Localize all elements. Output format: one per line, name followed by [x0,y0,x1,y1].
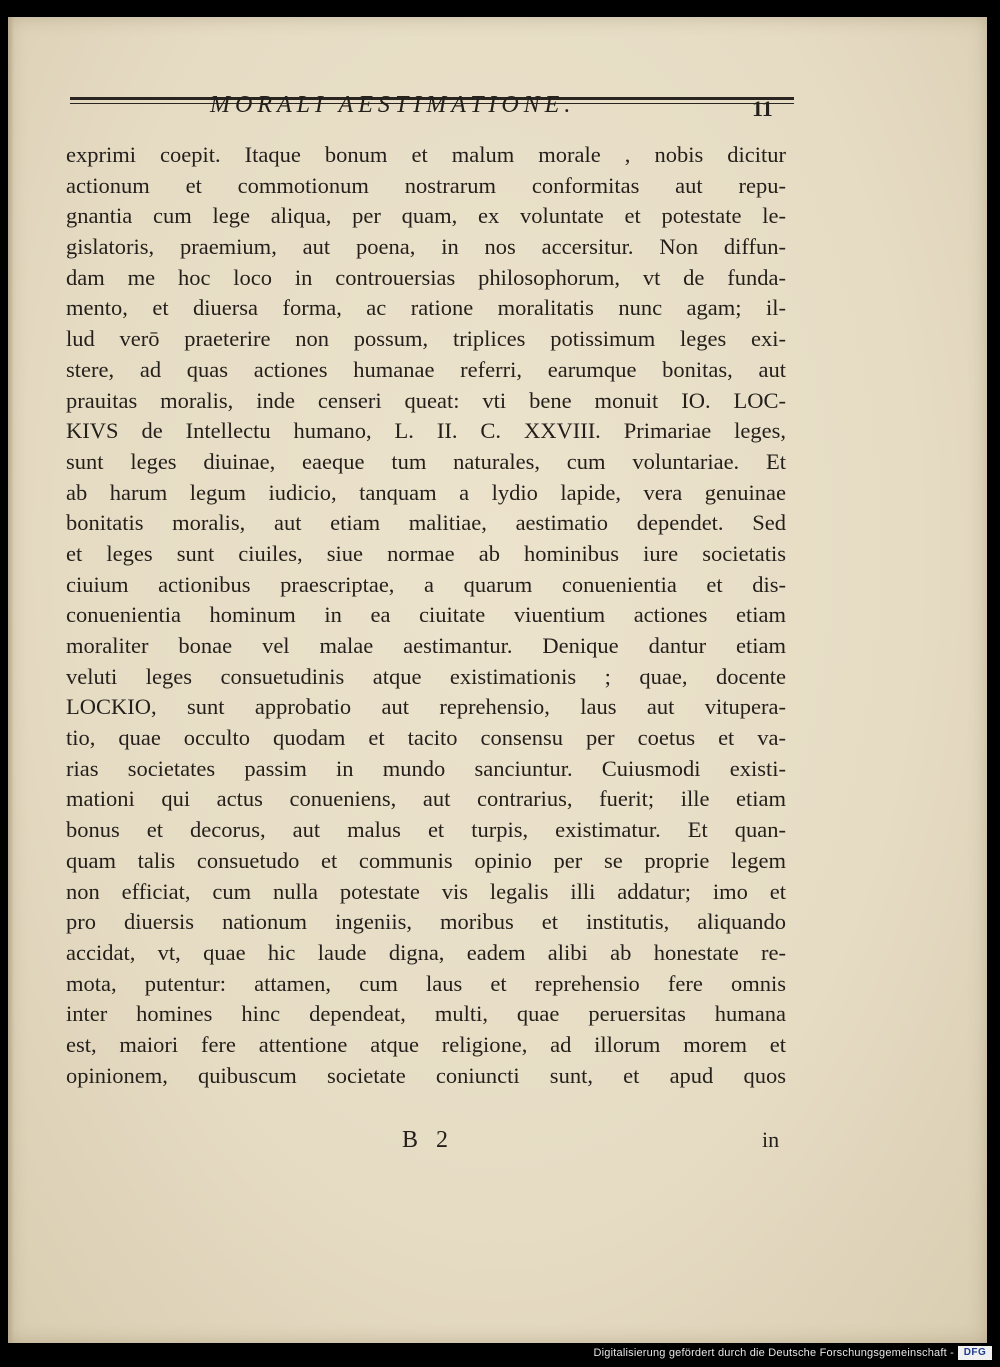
text-line: stere, ad quas actiones humanae referri, earumque bonitas, aut [66,356,786,382]
running-head: MORALI AESTIMATIONE. [210,92,576,118]
text-line: rias societates passim in mundo sanciuntur. Cuiusmodi existi- [66,755,786,781]
text-line: est, maiori fere attentione atque religione, ad illorum morem et [66,1031,786,1057]
text-line: quam talis consuetudo et communis opinio per se proprie legem [66,847,786,873]
digitization-credit: Digitalisierung gefördert durch die Deutsche Forschungsgemeinschaft - [593,1347,954,1359]
text-line: mationi qui actus conueniens, aut contrarius, fuerit; ille etiam [66,786,786,812]
text-line: dam me hoc loco in controuersias philosophorum, vt de funda- [66,264,786,290]
text-line: mota, putentur: attamen, cum laus et reprehensio fere omnis [66,970,786,996]
text-line: conuenientia hominum in ea ciuitate viuentium actiones etiam [66,602,786,628]
text-line: pro diuersis nationum ingeniis, moribus et institutis, aliquando [66,909,786,935]
text-line: moraliter bonae vel malae aestimantur. Denique dantur etiam [66,633,786,658]
text-line: KIVS de Intellectu humano, L. II. C. XXVIII. Primariae leges, [66,418,786,444]
text-line: opinionem, quibuscum societate coniuncti sunt, et apud quos [66,1062,786,1088]
text-line: mento, et diuersa forma, ac ratione moralitatis nunc agam; il- [66,295,786,321]
text-line: prauitas moralis, inde censeri queat: vti bene monuit IO. LOC- [66,387,786,413]
text-line: sunt leges diuinae, eaeque tum naturales, cum voluntariae. Et [66,448,786,474]
signature-mark: B 2 [402,1127,455,1153]
text-line: bonus et decorus, aut malus et turpis, existimatur. Et quan- [66,817,786,843]
text-line: ciuium actionibus praescriptae, a quarum conuenientia et dis- [66,571,786,597]
text-line: exprimi coepit. Itaque bonum et malum morale , nobis dicitur [66,142,786,167]
text-line: actionum et commotionum nostrarum conformitas aut repu- [66,172,786,198]
text-line: tio, quae occulto quodam et tacito consensu per coetus et va- [66,725,786,751]
text-line: LOCKIO, sunt approbatio aut reprehensio, laus aut vitupera- [66,694,786,720]
text-line: non efficiat, cum nulla potestate vis legalis illi addatur; imo et [66,878,786,904]
page-number: 11 [752,96,773,121]
catchword: in [762,1127,780,1152]
text-line: bonitatis moralis, aut etiam malitiae, aestimatio dependet. Sed [66,510,786,536]
text-line: inter homines hinc dependeat, multi, quae peruersitas humana [66,1001,786,1027]
body-text [66,140,786,1091]
text-line: et leges sunt ciuiles, siue normae ab hominibus iure societatis [66,540,786,566]
text-line: veluti leges consuetudinis atque existimationis ; quae, docente [66,663,786,689]
text-line: gislatoris, praemium, aut poena, in nos accersitur. Non diffun- [66,234,786,260]
text-line: accidat, vt, quae hic laude digna, eadem alibi ab honestate re- [66,939,786,965]
text-line: ab harum legum iudicio, tanquam a lydio lapide, vera genuinae [66,479,786,505]
dfg-logo: DFG [958,1346,992,1360]
text-line: lud verō praeterire non possum, triplices potissimum leges exi- [66,326,786,352]
page-edge-shadow [8,17,14,1343]
text-line: gnantia cum lege aliqua, per quam, ex voluntate et potestate le- [66,203,786,229]
